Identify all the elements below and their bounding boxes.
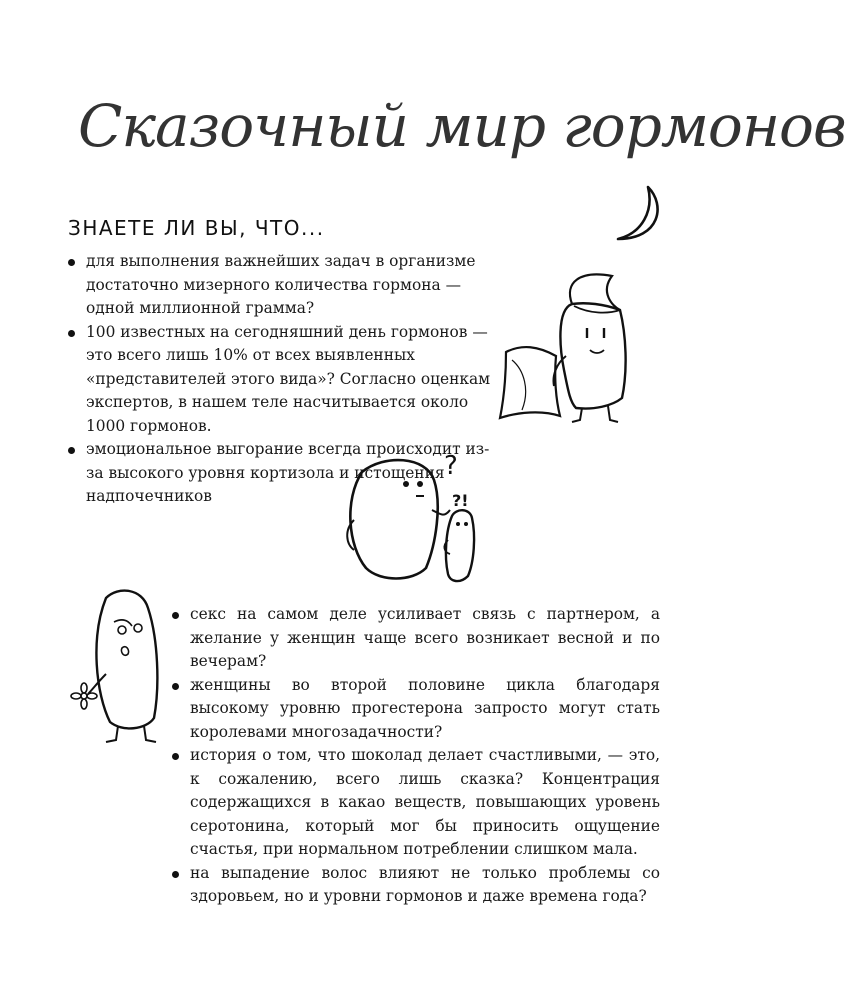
list-item: 100 известных на сегодняшний день гормонов — это всего лишь 10% от всех выявленных «представителей этого вида»? Согласно оценкам экспертов, в нашем теле насчитывается около 1000 гормонов. [76, 321, 496, 439]
list-item: на выпадение волос влияют не только проблемы со здоровьем, но и уровни гормонов и даже времена года? [180, 862, 660, 909]
list-item: для выполнения важнейших задач в организме достаточно мизерного количества гормона — одной миллионной грамма? [76, 250, 496, 321]
list-item: эмоциональное выгорание всегда происходит из-за высокого уровня кортизола и истощения надпочечников [76, 438, 496, 509]
question-mark-small: ?! [452, 491, 469, 510]
two-characters-with-question-marks [340, 450, 500, 590]
section-subtitle: ЗНАЕТЕ ЛИ ВЫ, ЧТО... [68, 216, 325, 240]
page-title: Сказочный мир гормонов [78, 92, 846, 160]
character-with-flower [66, 578, 176, 748]
list-item: женщины во второй половине цикла благодаря высокому уровню прогестерона запросто могут стать королевами многозадачности? [180, 674, 660, 745]
character-with-pillow [494, 270, 644, 430]
crescent-moon-icon [608, 183, 668, 247]
list-item: секс на самом деле усиливает связь с партнером, а желание у женщин чаще всего возникает весной и по вечерам? [180, 603, 660, 674]
facts-list-bottom [180, 603, 660, 909]
question-mark-big: ? [444, 451, 458, 481]
list-item: история о том, что шоколад делает счастливыми, — это, к сожалению, всего лишь сказка? Концентрация содержащихся в какао веществ, повышающих уровень серотонина, который мог бы приносить ощущение счастья, при нормальном потреблении слишком мала. [180, 744, 660, 862]
